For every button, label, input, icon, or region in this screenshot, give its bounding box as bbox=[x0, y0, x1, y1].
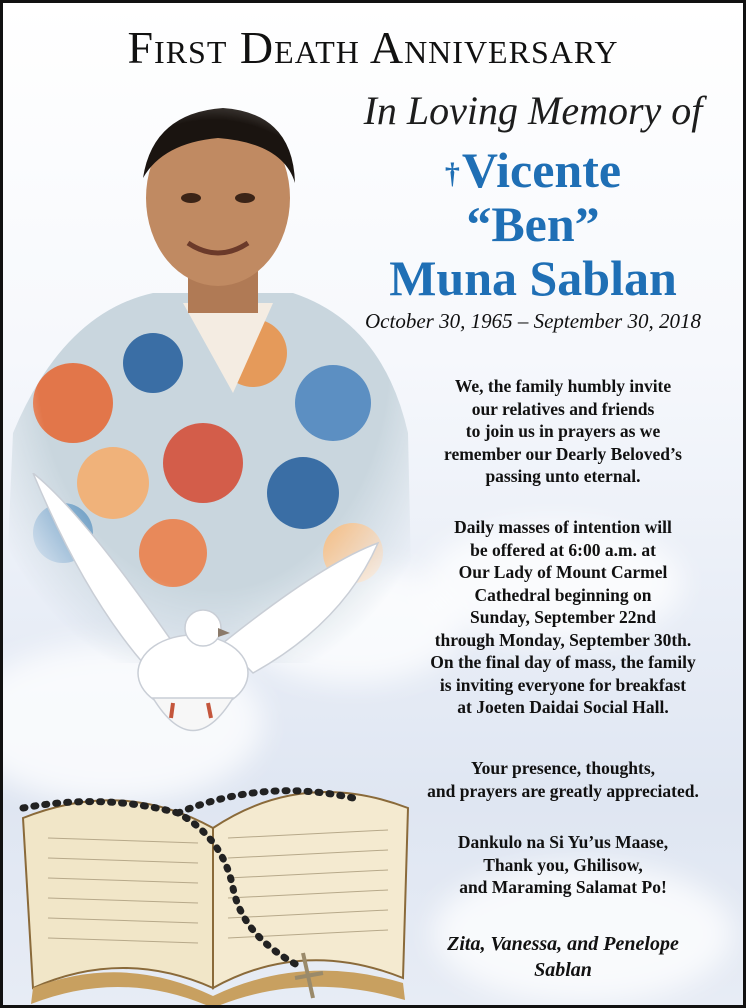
text-line: and Maraming Salamat Po! bbox=[459, 877, 667, 897]
signature-line: Zita, Vanessa, and Penelope bbox=[447, 933, 679, 955]
text-line: Your presence, thoughts, bbox=[470, 758, 656, 778]
text-line: Daily masses of intention will bbox=[454, 517, 672, 537]
appreciation-paragraph bbox=[393, 757, 733, 802]
invitation-paragraph bbox=[393, 375, 733, 488]
thanks-paragraph bbox=[393, 831, 733, 899]
text-line: is inviting everyone for breakfast bbox=[439, 674, 687, 695]
text-line: We, the family humbly invite bbox=[454, 376, 672, 396]
text-line: be offered at 6:00 a.m. at bbox=[470, 539, 656, 560]
text-line: to join us in prayers as we bbox=[465, 421, 661, 441]
bible-rosary-image bbox=[3, 738, 423, 1008]
name-line: Muna Sablan bbox=[389, 250, 677, 306]
text-line: passing unto eternal. bbox=[485, 466, 641, 486]
name-line: “Ben” bbox=[466, 196, 600, 252]
text-line: and prayers are greatly appreciated. bbox=[427, 780, 699, 801]
text-line: Dankulo na Si Yu’us Maase, bbox=[457, 832, 669, 852]
text-line: remember our Dearly Beloved’s bbox=[444, 443, 682, 464]
cross-icon: † bbox=[444, 157, 460, 190]
signature-line: Sablan bbox=[534, 959, 592, 981]
life-dates: October 30, 1965 – September 30, 2018 bbox=[365, 309, 701, 333]
name-line: Vicente bbox=[461, 142, 622, 198]
dove-image bbox=[23, 473, 383, 753]
deceased-name bbox=[348, 143, 718, 305]
text-line: On the final day of mass, the family bbox=[430, 652, 696, 672]
masses-paragraph bbox=[393, 516, 733, 719]
text-line: through Monday, September 30th. bbox=[434, 629, 692, 650]
text-line: Sunday, September 22nd bbox=[470, 607, 656, 627]
family-signature bbox=[383, 931, 743, 983]
page-title: First Death Anniversary bbox=[127, 22, 619, 73]
text-line: Thank you, Ghilisow, bbox=[483, 854, 643, 875]
text-line: our relatives and friends bbox=[471, 398, 655, 419]
text-line: at Joeten Daidai Social Hall. bbox=[457, 697, 669, 717]
text-line: Cathedral beginning on bbox=[474, 584, 652, 605]
text-line: Our Lady of Mount Carmel bbox=[458, 562, 668, 582]
memorial-subtitle: In Loving Memory of bbox=[363, 88, 703, 133]
